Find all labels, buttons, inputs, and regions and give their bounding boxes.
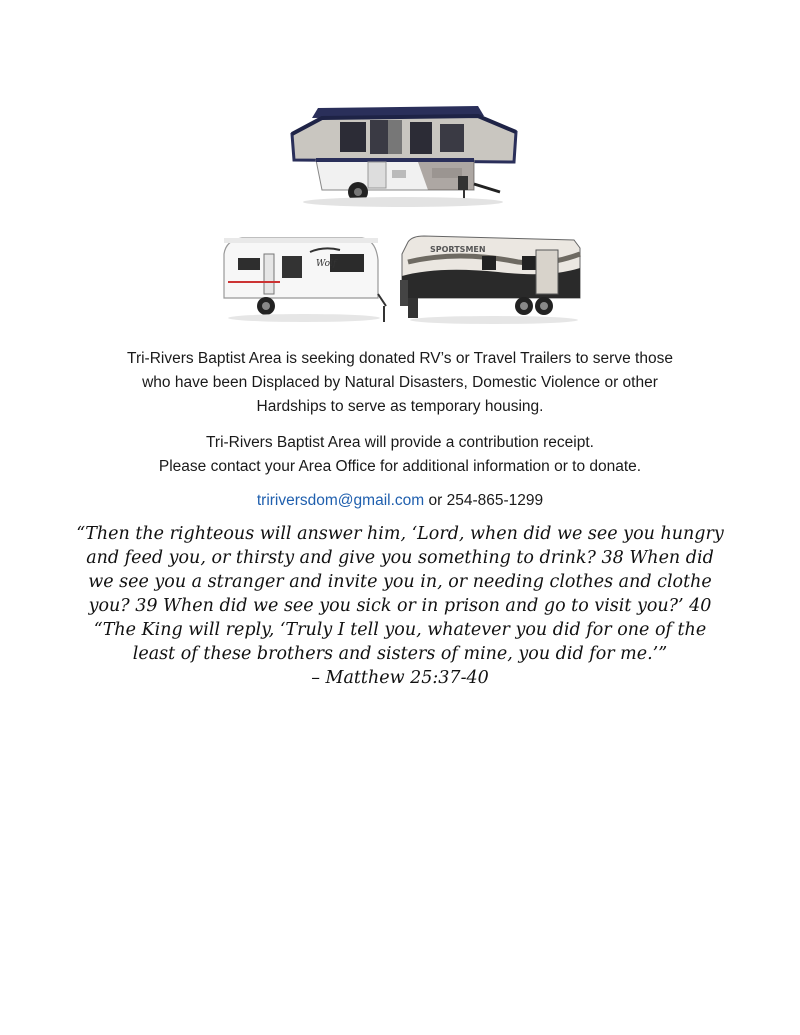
intro-line-2: who have been Displaced by Natural Disasters, Domestic Violence or other: [142, 374, 658, 391]
quote-citation: – Matthew 25:37-40: [311, 668, 489, 688]
scripture-quote: [60, 522, 740, 690]
white-trailer-drawing: [220, 232, 388, 328]
white-trailer-image: [220, 232, 388, 328]
contact-separator: or: [424, 492, 447, 509]
quote-line-5: “The King will reply, ‘Truly I tell you, whatever you did for one of the: [93, 620, 707, 640]
svg-text:SPORTSMEN: SPORTSMEN: [430, 245, 486, 254]
popup-camper-image: [288, 98, 518, 210]
dark-trailer-drawing: [398, 232, 584, 330]
receipt-line-1: Tri-Rivers Baptist Area will provide a contribution receipt.: [206, 434, 594, 451]
dark-trailer-image: [398, 232, 584, 330]
intro-paragraph: [0, 347, 800, 419]
quote-line-6: least of these brothers and sisters of mine, you did for me.’”: [132, 644, 668, 664]
quote-line-2: and feed you, or thirsty and give you something to drink? 38 When did: [86, 548, 714, 568]
intro-line-1: Tri-Rivers Baptist Area is seeking donated RV’s or Travel Trailers to serve those: [127, 350, 673, 367]
svg-text:Wolf: Wolf: [316, 259, 337, 269]
intro-line-3: Hardships to serve as temporary housing.: [256, 398, 544, 415]
quote-line-3: we see you a stranger and invite you in, or needing clothes and clothe: [88, 572, 712, 592]
contact-line: [0, 490, 800, 512]
receipt-line-2: Please contact your Area Office for additional information or to donate.: [158, 458, 642, 475]
popup-camper-drawing: [288, 98, 518, 210]
quote-line-4: you? 39 When did we see you sick or in prison and go to visit you?’ 40: [88, 596, 712, 616]
phone-number: 254-865-1299: [446, 492, 544, 509]
quote-line-1: “Then the righteous will answer him, ‘Lord, when did we see you hungry: [76, 524, 724, 544]
receipt-paragraph: [0, 431, 800, 479]
email-link[interactable]: tririversdom@gmail.com: [256, 492, 425, 509]
